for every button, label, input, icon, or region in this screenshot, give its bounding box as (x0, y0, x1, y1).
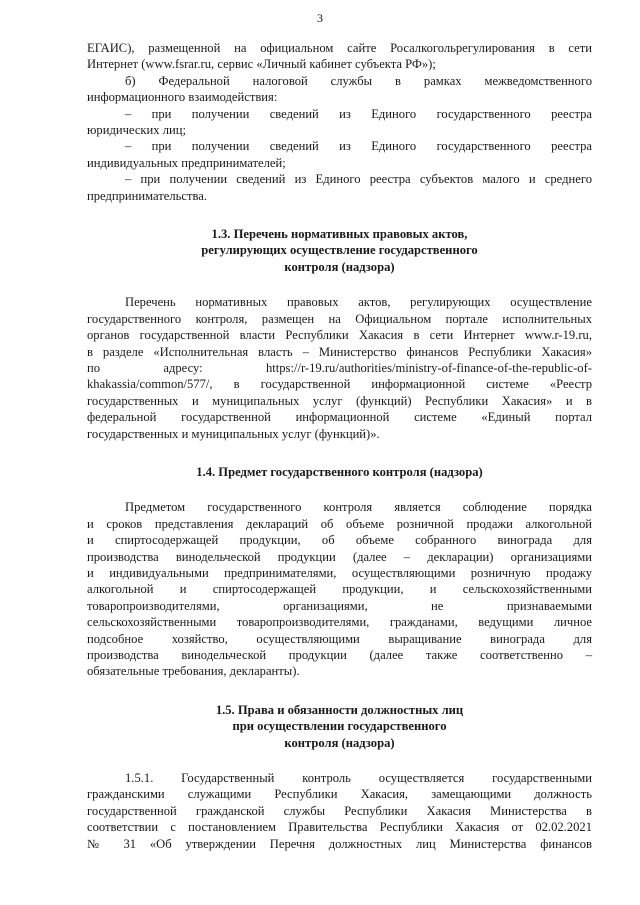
paragraph-line: по адресу: https://r-19.ru/authorities/ministry-of-finance-of-the-republic-of- (87, 360, 592, 375)
paragraph-line: № 31 «Об утверждении Перечня должностных лиц Министерства финансов (87, 836, 592, 851)
paragraph-line: сельскохозяйственными товаропроизводителями, гражданами, ведущими личное (87, 615, 592, 630)
intro-line: – при получении сведений из Единого реестра субъектов малого и среднего (125, 172, 592, 187)
paragraph-line: государственных и муниципальных услуг (функций)». (87, 426, 380, 441)
document-body (87, 40, 592, 852)
intro-line: индивидуальных предпринимателей; (87, 155, 286, 170)
paragraph-line: и спиртосодержащей продукции, об объеме собранного винограда для (87, 533, 592, 548)
paragraph-line: производства винодельческой продукции (далее также соответственно – (87, 648, 592, 662)
paragraph-line: органов государственной власти Республики Хакасия в сети Интернет www.r-19.ru, (87, 328, 592, 343)
paragraph-line: и индивидуальными предпринимателями, осуществляющими розничную продажу (87, 565, 592, 580)
paragraph-line: Предметом государственного контроля является соблюдение порядка (125, 500, 592, 515)
heading-line: 1.5. Права и обязанности должностных лиц (215, 702, 464, 717)
paragraph-line: 1.5.1. Государственный контроль осуществляется государственными (125, 771, 592, 786)
paragraph-line: гражданскими служащими Республики Хакасия, замещающими должность (87, 787, 592, 802)
paragraph-line: производства винодельческой продукции (далее – декларации) организациями (87, 549, 592, 564)
paragraph-line: обязательные требования, декларанты). (87, 664, 300, 679)
heading-line: регулирующих осуществление государственного (201, 243, 478, 258)
paragraph-line: соответствии с постановлением Правительства Республики Хакасия от 02.02.2021 (87, 820, 592, 835)
intro-line: информационного взаимодействия: (87, 90, 278, 105)
paragraph-line: государственных и муниципальных услуг (функций) Республики Хакасия» и в (87, 393, 592, 408)
intro-line: ЕГАИС), размещенной на официальном сайте Росалкогольрегулирования в сети (87, 41, 592, 55)
paragraph-line: Перечень нормативных правовых актов, регулирующих осуществление (125, 295, 592, 310)
heading-line: при осуществлении государственного (232, 719, 447, 734)
heading-line: контроля (надзора) (284, 259, 395, 274)
paragraph-line: государственной гражданской службы Республики Хакасия Министерства в (87, 803, 592, 818)
paragraph-line: подсобное хозяйство, осуществляющими выращивание винограда для (87, 631, 592, 646)
paragraph-line: федеральной государственной информационной системе «Единый портал (87, 410, 592, 425)
page-number: 3 (317, 11, 323, 25)
intro-line: юридических лиц; (87, 123, 186, 138)
paragraph-line: khakassia/common/577/, в государственной информационной системе «Реестр (87, 377, 592, 392)
intro-line: б) Федеральной налоговой службы в рамках межведомственного (125, 73, 592, 88)
section-heading-1-5 (87, 702, 592, 751)
paragraph-line: и сроков представления деклараций об объеме розничной продажи алкогольной (87, 516, 592, 531)
paragraph-line: алкогольной и спиртосодержащей продукции, и сельскохозяйственными (87, 582, 592, 597)
paragraph-line: государственного контроля, размещен на Официальном портале исполнительных (87, 311, 592, 326)
heading-line: 1.3. Перечень нормативных правовых актов, (211, 227, 468, 242)
intro-line: – при получении сведений из Единого государственного реестра (125, 139, 592, 154)
intro-line: Интернет (www.fsrar.ru, сервис «Личный кабинет субъекта РФ»); (87, 57, 436, 72)
intro-line: предпринимательства. (87, 188, 208, 203)
paragraph-line: товаропроизводителями, организациями, не признаваемыми (87, 598, 592, 613)
section-heading-1-3 (87, 226, 592, 275)
intro-line: – при получении сведений из Единого государственного реестра (125, 106, 592, 121)
heading-line: контроля (надзора) (284, 735, 395, 750)
section-heading-1-4: 1.4. Предмет государственного контроля (надзора) (196, 464, 483, 479)
paragraph-line: в разделе «Исполнительная власть – Министерство финансов Республики Хакасия» (87, 344, 592, 359)
